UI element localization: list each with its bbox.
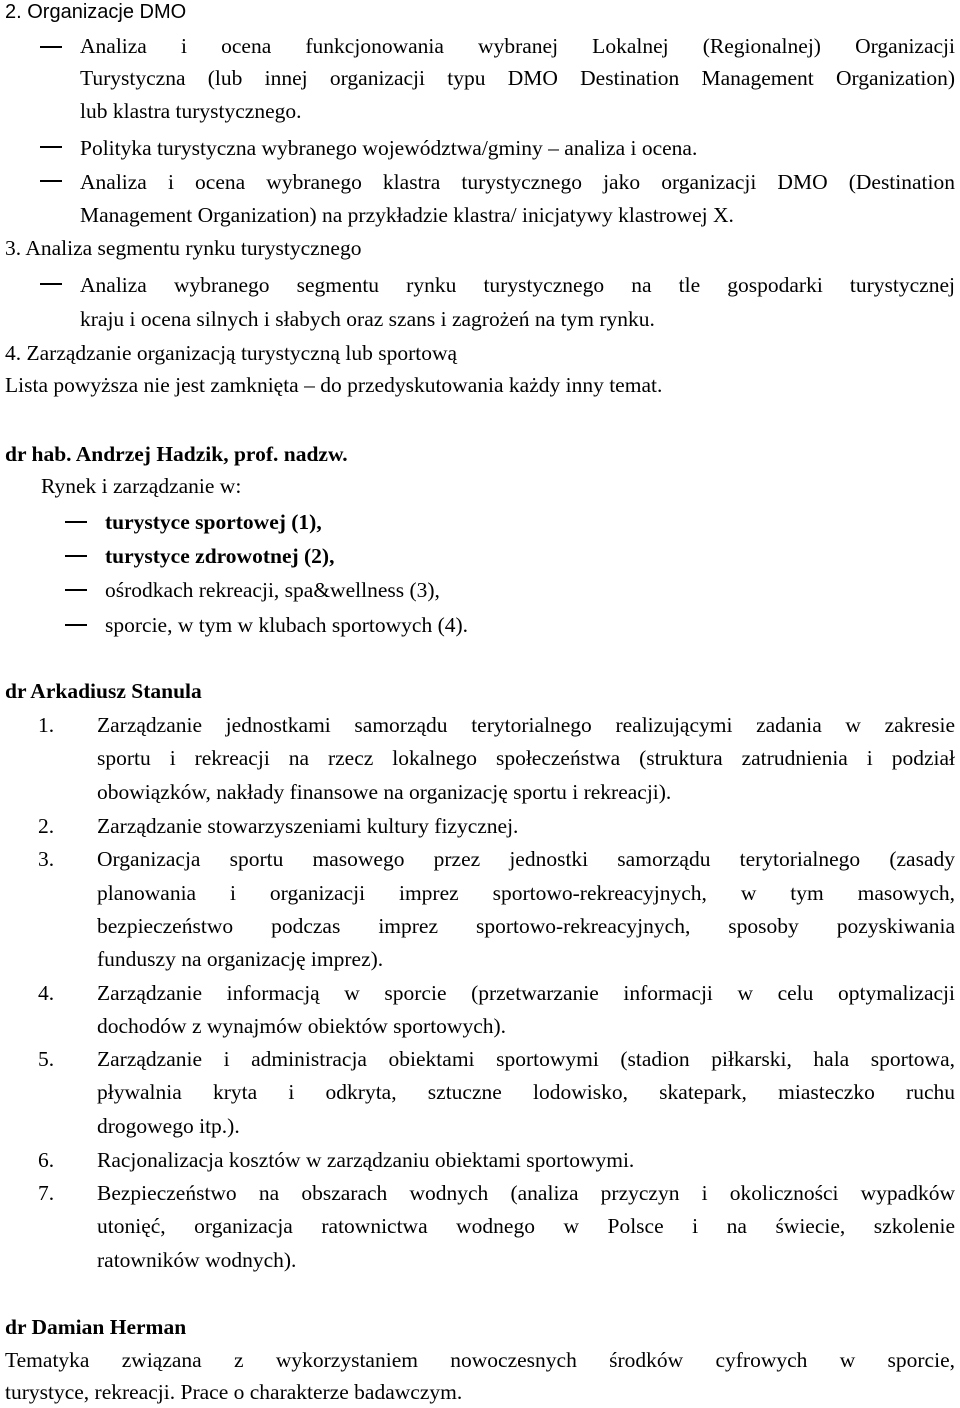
item-number: 1. <box>38 713 55 737</box>
item-number: 4. <box>38 981 55 1005</box>
hadzik-item-1: turystyce sportowej (1), <box>105 510 322 534</box>
dash-bullet <box>40 46 62 48</box>
stanula-1-line-2: sportu i rekreacji na rzecz lokalnego społeczeństwa (struktura zatrudnienia i podział <box>97 746 955 770</box>
dash-bullet <box>65 555 87 557</box>
stanula-3-line-3: bezpieczeństwo podczas imprez sportowo-rekreacyjnych, sposoby pozyskiwania <box>97 914 955 938</box>
item-number: 6. <box>38 1148 55 1172</box>
stanula-7-line-3: ratowników wodnych). <box>97 1248 297 1272</box>
stanula-4-line-1: Zarządzanie informacją w sporcie (przetwarzanie informacji w celu optymalizacji <box>97 981 955 1005</box>
s2-b3-line-2: Management Organization) na przykładzie klastra/ inicjatywy klastrowej X. <box>80 203 734 227</box>
dash-bullet <box>65 521 87 523</box>
s2-b1-line-1: Analiza i ocena funkcjonowania wybranej Lokalnej (Regionalnej) Organizacji <box>80 34 955 58</box>
hadzik-item-4: sporcie, w tym w klubach sportowych (4). <box>105 613 469 637</box>
supervisor-name-hadzik: dr hab. Andrzej Hadzik, prof. nadzw. <box>5 442 348 466</box>
s3-b1-line-1: Analiza wybranego segmentu rynku turystycznego na tle gospodarki turystycznej <box>80 273 955 297</box>
stanula-5-line-3: drogowego itp.). <box>97 1114 240 1138</box>
supervisor-name-herman: dr Damian Herman <box>5 1315 187 1339</box>
dash-bullet <box>65 589 87 591</box>
stanula-3-line-2: planowania i organizacji imprez sportowo-rekreacyjnych, w tym masowych, <box>97 881 955 905</box>
section-2-heading: 2. Organizacje DMO <box>5 1 187 23</box>
dash-bullet <box>40 283 62 285</box>
stanula-6-line-1: Racjonalizacja kosztów w zarządzaniu obiektami sportowymi. <box>97 1148 635 1172</box>
stanula-5-line-1: Zarządzanie i administracja obiektami sportowymi (stadion piłkarski, hala sportowa, <box>97 1047 955 1071</box>
stanula-7-line-2: utonięć, organizacja ratownictwa wodnego w Polsce i na świecie, szkolenie <box>97 1214 955 1238</box>
item-number: 2. <box>38 814 55 838</box>
stanula-4-line-2: dochodów z wynajmów obiektów sportowych). <box>97 1014 507 1038</box>
item-number: 3. <box>38 847 55 871</box>
item-number: 7. <box>38 1181 55 1205</box>
item-number: 5. <box>38 1047 55 1071</box>
stanula-3-line-1: Organizacja sportu masowego przez jednostki samorządu terytorialnego (zasady <box>97 847 955 871</box>
hadzik-item-3: ośrodkach rekreacji, spa&wellness (3), <box>105 578 440 602</box>
section-3-heading: 3. Analiza segmentu rynku turystycznego <box>5 236 362 260</box>
supervisor-name-stanula: dr Arkadiusz Stanula <box>5 679 202 703</box>
dash-bullet <box>40 180 62 182</box>
s2-b1-line-2: Turystyczna (lub innej organizacji typu DMO Destination Management Organization) <box>80 66 955 90</box>
dash-bullet <box>40 146 62 148</box>
hadzik-item-2: turystyce zdrowotnej (2), <box>105 544 335 568</box>
s2-b2-line: Polityka turystyczna wybranego województwa/gminy – analiza i ocena. <box>80 136 698 160</box>
s2-b1-line-3: lub klastra turystycznego. <box>80 99 302 123</box>
stanula-3-line-4: funduszy na organizację imprez). <box>97 947 384 971</box>
stanula-1-line-3: obowiązków, nakłady finansowe na organizację sportu i rekreacji). <box>97 780 672 804</box>
section-4-heading: 4. Zarządzanie organizacją turystyczną lub sportową <box>5 341 458 365</box>
stanula-5-line-2: pływalnia kryta i odkryta, sztuczne lodowisko, skatepark, miasteczko ruchu <box>97 1080 955 1104</box>
stanula-2-line-1: Zarządzanie stowarzyszeniami kultury fizycznej. <box>97 814 519 838</box>
stanula-1-line-1: Zarządzanie jednostkami samorządu terytorialnego realizującymi zadania w zakresie <box>97 713 955 737</box>
hadzik-intro: Rynek i zarządzanie w: <box>41 474 242 498</box>
herman-line-1: Tematyka związana z wykorzystaniem nowoczesnych środków cyfrowych w sporcie, <box>5 1348 955 1372</box>
s3-b1-line-2: kraju i ocena silnych i słabych oraz szans i zagrożeń na tym rynku. <box>80 307 655 331</box>
s2-b3-line-1: Analiza i ocena wybranego klastra turystycznego jako organizacji DMO (Destination <box>80 170 955 194</box>
herman-line-2: turystyce, rekreacji. Prace o charakterze badawczym. <box>5 1380 463 1404</box>
dash-bullet <box>65 624 87 626</box>
list-note: Lista powyższa nie jest zamknięta – do przedyskutowania każdy inny temat. <box>5 373 663 397</box>
stanula-7-line-1: Bezpieczeństwo na obszarach wodnych (analiza przyczyn i okoliczności wypadków <box>97 1181 955 1205</box>
